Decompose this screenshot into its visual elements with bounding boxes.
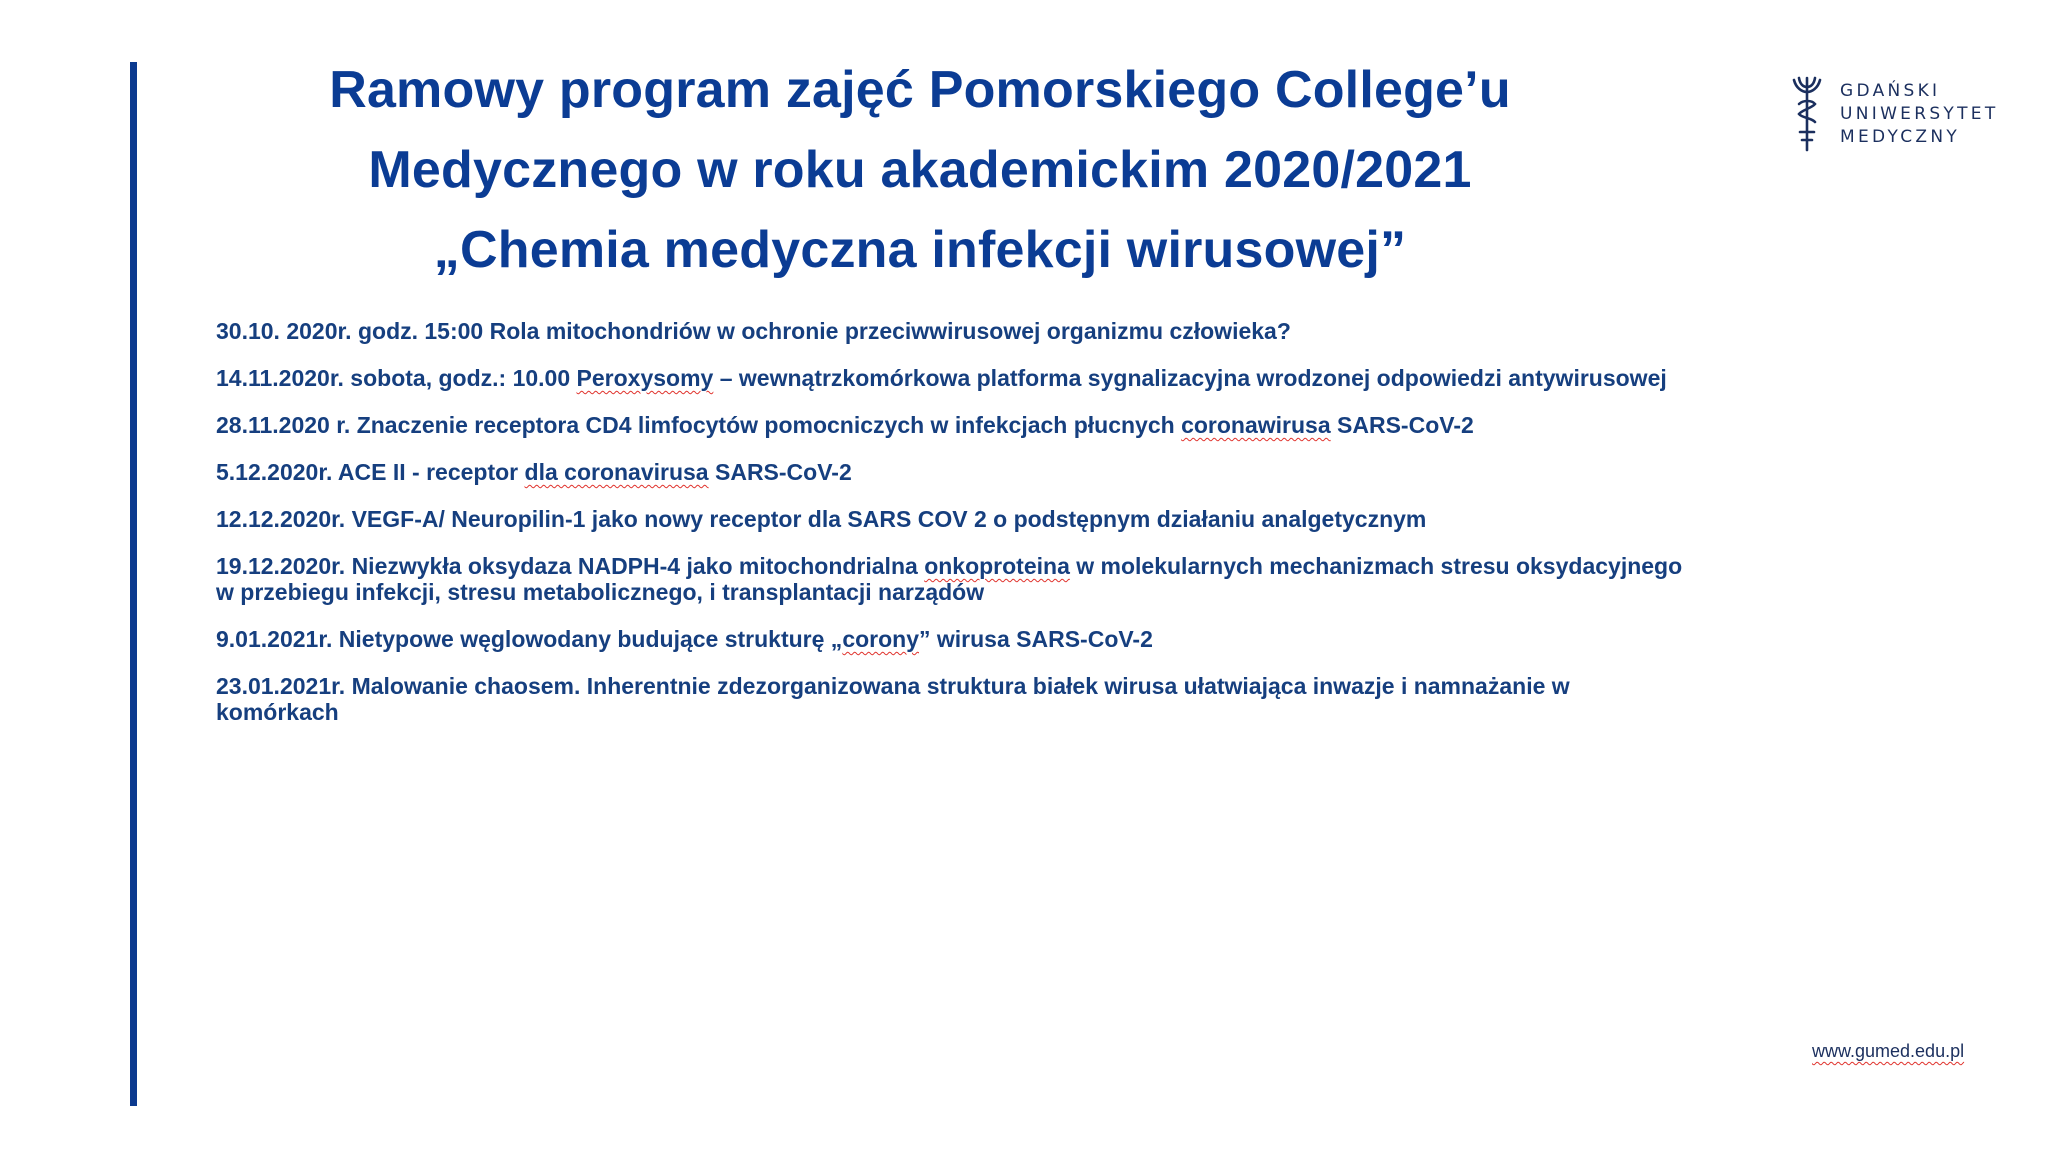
title-line-2: Medycznego w roku akademickim 2020/2021 bbox=[368, 141, 1472, 199]
item-text: w molekularnych mechanizmach stresu oksydacyjnego w przebiegu infekcji, stresu metabolicznego, i transplantacji narządów bbox=[216, 553, 1683, 605]
logo-line-2: UNIWERSYTET bbox=[1840, 104, 1999, 124]
item-text: 9.01.2021r. Nietypowe węglowodany budujące strukturę „ bbox=[216, 626, 843, 652]
item-text: SARS-CoV-2 bbox=[1330, 412, 1474, 438]
item-text: SARS-CoV-2 bbox=[708, 459, 852, 485]
gumed-logo bbox=[1790, 74, 2020, 154]
title-line-3: „Chemia medyczna infekcji wirusowej” bbox=[433, 221, 1407, 279]
item-text: 23.01.2021r. Malowanie chaosem. Inherentnie zdezorganizowana struktura białek wirusa ułatwiająca inwazje i namnażanie w komórkach bbox=[216, 673, 1570, 725]
schedule-item bbox=[216, 365, 1696, 391]
item-text-spellcheck: corony bbox=[842, 626, 919, 652]
schedule-item bbox=[216, 412, 1696, 438]
item-text: 19.12.2020r. Niezwykła oksydaza NADPH-4 jako mitochondrialna bbox=[216, 553, 925, 579]
item-text: 28.11.2020 r. Znaczenie receptora CD4 limfocytów pomocniczych w infekcjach płucnych bbox=[216, 412, 1182, 438]
schedule-item bbox=[216, 553, 1696, 605]
schedule-item bbox=[216, 459, 1696, 485]
title-line-1: Ramowy program zajęć Pomorskiego College’u bbox=[329, 61, 1511, 119]
item-text: ” wirusa SARS-CoV-2 bbox=[919, 626, 1153, 652]
item-text: 30.10. 2020r. godz. 15:00 Rola mitochondriów w ochronie przeciwwirusowej organizmu człowieka? bbox=[216, 318, 1291, 344]
schedule-item bbox=[216, 673, 1696, 725]
item-text-spellcheck: Peroxysomy bbox=[576, 365, 714, 391]
slide-title bbox=[220, 50, 1620, 290]
schedule-item bbox=[216, 626, 1696, 652]
item-text: 5.12.2020r. ACE II - receptor bbox=[216, 459, 525, 485]
item-text: – wewnątrzkomórkowa platforma sygnalizacyjna wrodzonej odpowiedzi antywirusowej bbox=[713, 365, 1667, 391]
item-text: 14.11.2020r. sobota, godz.: 10.00 bbox=[216, 365, 577, 391]
footer-url-link[interactable]: www.gumed.edu.pl bbox=[1812, 1041, 1965, 1061]
item-text-spellcheck: onkoproteina bbox=[924, 553, 1070, 579]
schedule-item bbox=[216, 318, 1696, 344]
logo-text bbox=[1840, 80, 1999, 149]
schedule-list bbox=[216, 318, 1696, 746]
logo-line-3: MEDYCZNY bbox=[1840, 127, 1961, 147]
caduceus-icon bbox=[1790, 74, 1824, 154]
logo-line-1: GDAŃSKI bbox=[1840, 81, 1941, 101]
item-text-spellcheck: coronawirusa bbox=[1181, 412, 1331, 438]
schedule-item bbox=[216, 506, 1696, 532]
left-vertical-rule bbox=[130, 62, 137, 1106]
item-text: 12.12.2020r. VEGF-A/ Neuropilin-1 jako nowy receptor dla SARS COV 2 o podstępnym działaniu analgetycznym bbox=[216, 506, 1427, 532]
item-text-spellcheck: dla coronavirusa bbox=[524, 459, 709, 485]
